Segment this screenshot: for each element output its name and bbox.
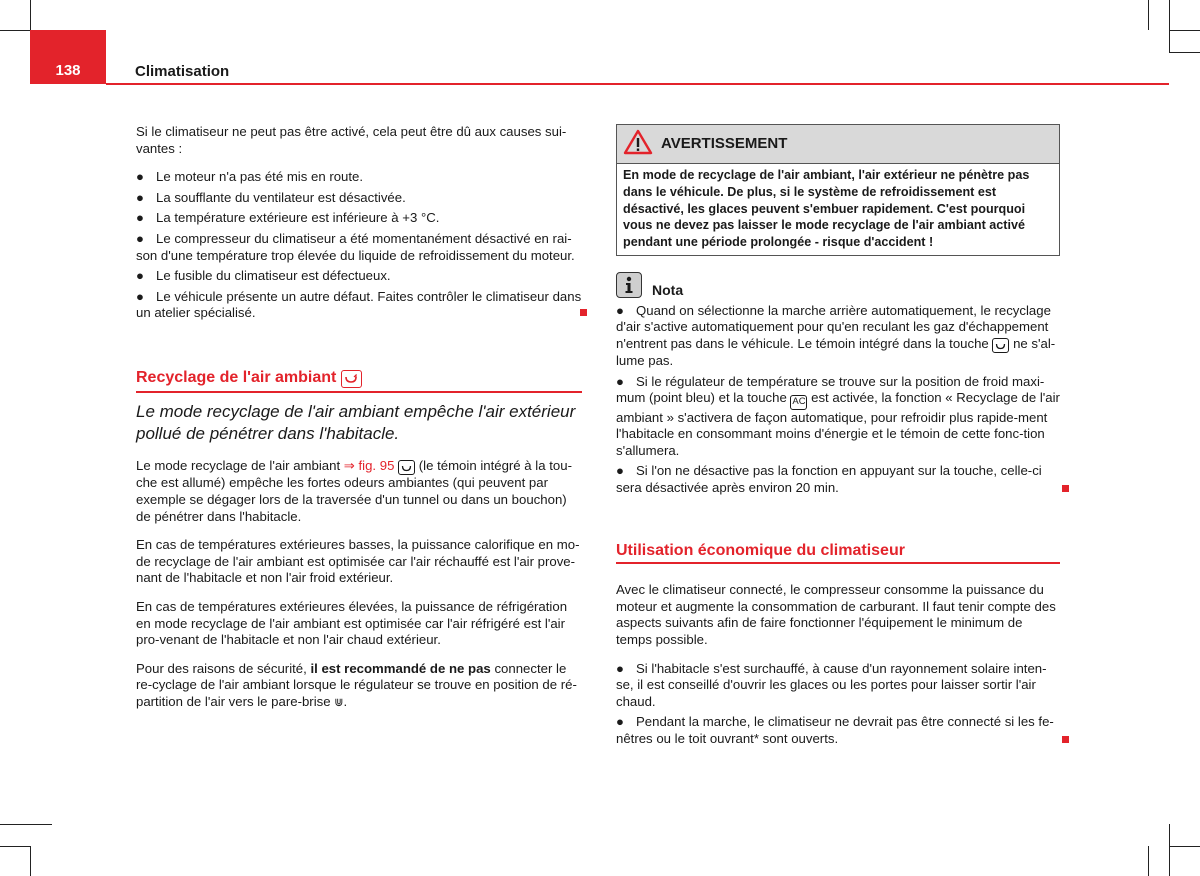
list-item: ● Pendant la marche, le climatiseur ne devrait pas être connecté si les fe-nêtres ou le toit ouvrant* sont ouverts. xyxy=(616,714,1060,747)
crop-mark xyxy=(0,824,52,825)
info-icon xyxy=(616,272,642,298)
list-item: ● Si le régulateur de température se trouve sur la position de froid maxi-mum (point bleu) et la touche AC est activée, la fonction « Recyclage de l'air ambiant » s'activera de façon automatique, pour refroidir plus rapide-ment l'habitacle en consommant moins d'énergie et le témoin de cette fonc-tion s'allumera. xyxy=(616,373,1060,458)
list-item-continuation: un atelier spécialisé. xyxy=(136,305,582,322)
causes-list xyxy=(136,169,582,322)
crop-mark xyxy=(1169,824,1170,876)
end-marker xyxy=(580,309,587,316)
windshield-icon: ⋓ xyxy=(334,696,344,709)
crop-mark xyxy=(1148,846,1149,876)
warning-box xyxy=(616,124,1060,256)
list-item: ● Si l'habitacle s'est surchauffé, à cause d'un rayonnement solaire inten-se, il est conseillé d'ouvrir les glaces ou les portes pour laisser sortir l'air chaud. xyxy=(616,660,1047,709)
intro-text: Si le climatiseur ne peut pas être activé, cela peut être dû aux causes sui- vantes : xyxy=(136,124,567,156)
crop-mark xyxy=(1169,0,1170,52)
page-number: 138 xyxy=(30,30,106,84)
recycle-section xyxy=(136,370,582,712)
paragraph: En cas de températures extérieures élevées, la puissance de réfrigération en mode recyclage de l'air ambiant est optimisée car l'air réfrigéré est l'air pro-venant de l'habitacle et non l'air chaud extérieur. xyxy=(136,599,568,648)
end-marker xyxy=(1062,485,1069,492)
recirculation-button-icon xyxy=(992,338,1009,353)
list-item: ● Si l'on ne désactive pas la fonction en appuyant sur la touche, celle-ci sera désactivée après environ 20 min. xyxy=(616,463,1060,496)
crop-mark xyxy=(30,0,31,30)
list-item: ● La soufflante du ventilateur est désactivée. xyxy=(136,189,406,205)
figure-link[interactable]: ⇒ fig. 95 xyxy=(343,457,395,473)
section-title: Recyclage de l'air ambiant xyxy=(136,370,582,393)
warning-icon xyxy=(623,129,653,160)
paragraph: Le mode recyclage de l'air ambiant ⇒ fig. 95 (le témoin intégré à la tou- che est allumé) empêche les fortes odeurs ambiantes (qui peuvent par exemple se dégager lors de la traversée d'un tunnel ou dans un bouchon) de pénétrer dans l'habitacle. xyxy=(136,457,572,524)
crop-mark xyxy=(0,846,30,847)
end-marker xyxy=(1062,736,1069,743)
warning-text: En mode de recyclage de l'air ambiant, l'air extérieur ne pénètre pas dans le véhicule. De plus, si le système de refroidissement est désactivé, les glaces peuvent s'embuer rapidement. C'est pourquoi vous ne devez pas laisser le mode recyclage de l'air ambiant activé pendant une période prolongée - risque d'accident ! xyxy=(623,168,1030,250)
left-column xyxy=(136,124,582,712)
crop-mark xyxy=(1169,30,1200,31)
recirculation-button-icon xyxy=(398,460,415,475)
nota-header xyxy=(616,272,1060,299)
warning-header xyxy=(617,125,1059,164)
warning-title: AVERTISSEMENT xyxy=(661,134,788,152)
crop-mark xyxy=(1148,0,1149,30)
list-item: ● Quand on sélectionne la marche arrière automatiquement, le recyclage d'air s'active automatiquement pour qu'en reculant les gaz d'échappement n'entrent pas dans le véhicule. Le témoin intégré dans la touche ne s'al-lume pas. xyxy=(616,302,1056,369)
list-item: ● Le moteur n'a pas été mis en route. xyxy=(136,169,364,185)
crop-mark xyxy=(1169,846,1200,847)
list-item: ● La température extérieure est inférieure à +3 °C. xyxy=(136,210,440,226)
list-item: ● Le compresseur du climatiseur a été momentanément désactivé en rai- xyxy=(136,230,572,246)
crop-mark xyxy=(1169,52,1200,53)
lead-text: Le mode recyclage de l'air ambiant empêche l'air extérieur pollué de pénétrer dans l'habitacle. xyxy=(136,401,576,443)
nota-title: Nota xyxy=(652,281,684,298)
list-item: ● Le véhicule présente un autre défaut. Faites contrôler le climatiseur dans xyxy=(136,288,582,304)
ac-button-icon: AC xyxy=(790,395,807,410)
crop-mark xyxy=(30,846,31,876)
list-item: ● Le fusible du climatiseur est défectueux. xyxy=(136,268,391,284)
paragraph: En cas de températures extérieures basses, la puissance calorifique en mo-de recyclage de l'air ambiant est optimisée car l'air réchauffé est l'air prove-nant de l'habitacle et non l'air froid extérieur. xyxy=(136,537,580,586)
paragraph: Pour des raisons de sécurité, il est recommandé de ne pas connecter le re-cyclage de l'air ambiant lorsque le régulateur se trouve en position de ré-partition de l'air vers le pare-brise ⋓. xyxy=(136,660,577,709)
recirculation-button-icon xyxy=(341,370,362,388)
right-column xyxy=(616,124,1060,748)
section-title: Utilisation économique du climatiseur xyxy=(616,543,1060,565)
list-item-continuation: son d'une température trop élevée du liquide de refroidissement du moteur. xyxy=(136,247,575,263)
chapter-title: Climatisation xyxy=(135,63,230,80)
crop-mark xyxy=(0,30,30,31)
paragraph: Avec le climatiseur connecté, le compresseur consomme la puissance du moteur et augmente la consommation de carburant. Il faut tenir compte des aspects suivants afin de faire fonctionner l'équipement le minimum de temps possible. xyxy=(616,582,1056,648)
header-rule xyxy=(106,83,1169,85)
